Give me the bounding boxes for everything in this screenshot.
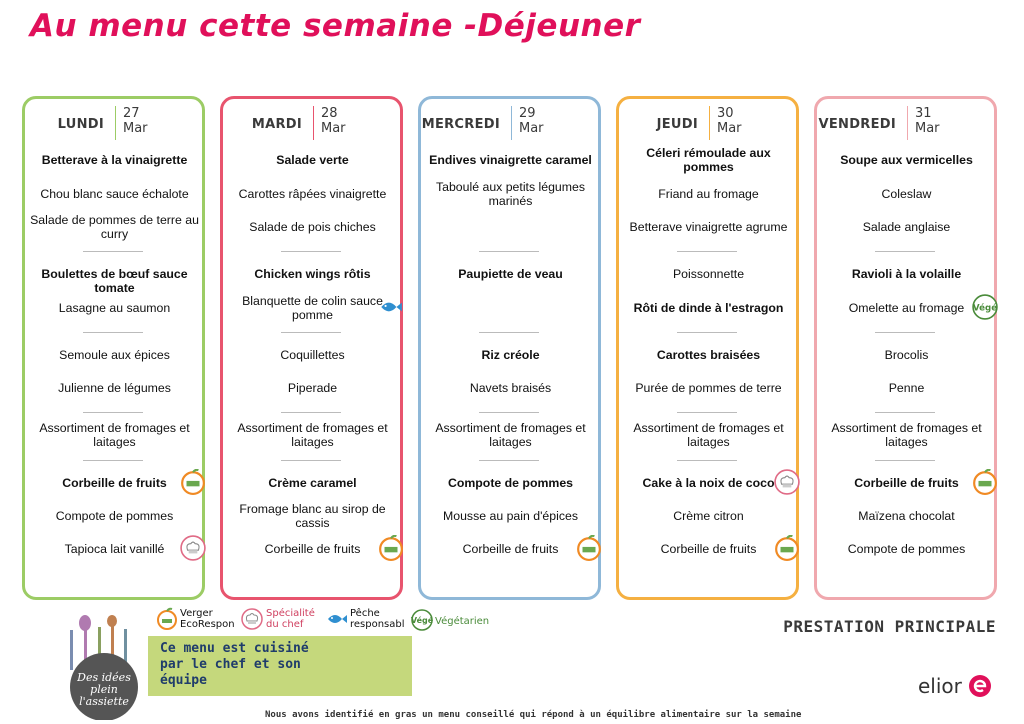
course-divider <box>281 332 341 333</box>
menu-item: Maïzena chocolat <box>858 509 955 523</box>
brand-logo <box>918 674 992 698</box>
course-divider <box>281 251 341 252</box>
day-header <box>619 106 796 143</box>
menu-item: Tapioca lait vanillé <box>64 542 165 556</box>
prestation-label: PRESTATION PRINCIPALE <box>783 617 996 636</box>
menu-item: Compote de pommes <box>847 542 966 556</box>
apple-eco-icon <box>180 469 204 493</box>
chef-note-text: Ce menu est cuisiné par le chef et son équipe <box>160 641 309 688</box>
course-divider <box>83 460 143 461</box>
day-column-wednesday <box>418 96 601 600</box>
day-month: Mar <box>717 121 742 136</box>
day-month: Mar <box>321 121 346 136</box>
menu-item: Corbeille de fruits <box>62 476 167 490</box>
menu-item: Assortiment de fromages et laitages <box>39 421 190 449</box>
menu-item: Assortiment de fromages et laitages <box>633 421 784 449</box>
menu-item: Salade anglaise <box>862 220 951 234</box>
day-date <box>915 106 940 136</box>
menu-item: Boulettes de bœuf sauce tomate <box>41 267 188 295</box>
course-divider <box>677 460 737 461</box>
menu-item: Compote de pommes <box>447 476 574 490</box>
menu-item: Julienne de légumes <box>58 381 171 395</box>
day-name: LUNDI <box>57 117 104 132</box>
day-name: MARDI <box>251 117 302 132</box>
menu-item: Fromage blanc au sirop de cassis <box>239 502 386 530</box>
course-divider <box>83 332 143 333</box>
footer-note: Nous avons identifié en gras un menu conseillé qui répond à un équilibre alimentaire sur la semaine <box>265 710 802 720</box>
menu-item: Poissonnette <box>672 267 745 281</box>
menu-item: Chicken wings rôtis <box>254 267 371 281</box>
svg-text:Végé: Végé <box>410 616 434 625</box>
header-separator <box>313 106 314 140</box>
day-date <box>519 106 544 136</box>
menu-item: Soupe aux vermicelles <box>840 153 973 167</box>
legend-specialite: Spécialité du chef <box>266 608 315 630</box>
day-header <box>421 106 598 143</box>
day-month: Mar <box>123 121 148 136</box>
day-number: 30 <box>717 106 734 121</box>
chef-hat-icon <box>180 535 204 559</box>
course-divider <box>677 412 737 413</box>
course-divider <box>875 460 935 461</box>
menu-item: Corbeille de fruits <box>660 542 757 556</box>
header-separator <box>709 106 710 140</box>
chef-hat-icon <box>240 607 264 631</box>
header-separator <box>511 106 512 140</box>
course-divider <box>875 332 935 333</box>
day-month: Mar <box>519 121 544 136</box>
fish-icon <box>325 607 349 631</box>
menu-item: Endives vinaigrette caramel <box>429 153 592 167</box>
day-name: JEUDI <box>656 117 698 132</box>
svg-text:Végé: Végé <box>972 303 998 314</box>
menu-item: Navets braisés <box>469 381 552 395</box>
day-column-thursday <box>616 96 799 600</box>
menu-item: Salade de pois chiches <box>249 220 376 234</box>
apple-eco-icon <box>774 535 798 559</box>
menu-item: Omelette au fromage <box>848 301 965 315</box>
day-month: Mar <box>915 121 940 136</box>
menu-item: Betterave vinaigrette agrume <box>629 220 788 234</box>
course-divider <box>677 332 737 333</box>
apple-eco-icon <box>378 535 402 559</box>
menu-item: Salade verte <box>276 153 349 167</box>
course-divider <box>281 460 341 461</box>
day-name: MERCREDI <box>421 117 500 132</box>
menu-item: Salade de pommes de terre au curry <box>30 213 199 241</box>
menu-item: Betterave à la vinaigrette <box>41 153 188 167</box>
day-header <box>25 106 202 143</box>
menu-item: Crème caramel <box>268 476 357 490</box>
menu-item: Penne <box>888 381 925 395</box>
menu-item: Corbeille de fruits <box>854 476 959 490</box>
day-number: 28 <box>321 106 338 121</box>
course-divider <box>479 412 539 413</box>
page-title: Au menu cette semaine -Déjeuner <box>30 8 641 44</box>
course-divider <box>479 251 539 252</box>
menu-item: Purée de pommes de terre <box>635 381 782 395</box>
day-name: VENDREDI <box>818 117 896 132</box>
elior-e-icon <box>968 674 992 698</box>
menu-item: Brocolis <box>884 348 929 362</box>
menu-item: Taboulé aux petits légumes marinés <box>435 180 586 208</box>
course-divider <box>479 460 539 461</box>
menu-item: Friand au fromage <box>658 187 759 201</box>
menu-item: Lasagne au saumon <box>58 301 171 315</box>
apple-eco-icon <box>155 607 179 631</box>
legend-vegetarien: Végétarien <box>435 616 490 627</box>
menu-item: Carottes braisées <box>656 348 761 362</box>
menu-item: Coleslaw <box>881 187 932 201</box>
menu-item: Carottes râpées vinaigrette <box>238 187 387 201</box>
menu-item: Assortiment de fromages et laitages <box>237 421 388 449</box>
menu-item: Cake à la noix de coco <box>642 476 775 490</box>
menu-item: Corbeille de fruits <box>462 542 559 556</box>
menu-item: Piperade <box>287 381 338 395</box>
course-divider <box>281 412 341 413</box>
menu-item: Céleri rémoulade aux pommes <box>646 146 771 174</box>
day-header <box>223 106 400 143</box>
day-number: 29 <box>519 106 536 121</box>
course-divider <box>677 251 737 252</box>
brand-name: elior <box>918 674 962 698</box>
fish-icon <box>378 294 402 318</box>
header-separator <box>907 106 908 140</box>
menu-item: Assortiment de fromages et laitages <box>435 421 586 449</box>
menu-item: Corbeille de fruits <box>264 542 361 556</box>
menu-item: Blanquette de colin sauce pomme <box>242 294 383 322</box>
course-divider <box>479 332 539 333</box>
menu-item: Paupiette de veau <box>458 267 563 281</box>
menu-item: Crème citron <box>673 509 744 523</box>
menu-item: Semoule aux épices <box>59 348 170 362</box>
day-column-friday <box>814 96 997 600</box>
vegetarian-icon <box>410 608 434 632</box>
chef-hat-icon <box>774 469 798 493</box>
course-divider <box>875 412 935 413</box>
legend-verger: Verger EcoRespon <box>180 608 235 630</box>
menu-item: Rôti de dinde à l'estragon <box>633 301 784 315</box>
day-date <box>717 106 742 136</box>
menu-item: Compote de pommes <box>55 509 174 523</box>
day-date <box>321 106 346 136</box>
menu-item: Coquillettes <box>280 348 345 362</box>
day-header <box>817 106 994 143</box>
course-divider <box>875 251 935 252</box>
legend-peche: Pêche responsabl <box>350 608 405 630</box>
menu-item: Mousse au pain d'épices <box>443 509 578 523</box>
logo-text: Des idées plein l'assiette <box>77 671 131 708</box>
course-divider <box>83 251 143 252</box>
apple-eco-icon <box>576 535 600 559</box>
menu-item: Chou blanc sauce échalote <box>40 187 189 201</box>
header-separator <box>115 106 116 140</box>
menu-item: Assortiment de fromages et laitages <box>831 421 982 449</box>
vegetarian-icon <box>972 294 996 318</box>
day-column-monday <box>22 96 205 600</box>
day-number: 31 <box>915 106 932 121</box>
apple-eco-icon <box>972 469 996 493</box>
course-divider <box>83 412 143 413</box>
day-date <box>123 106 148 136</box>
menu-item: Riz créole <box>481 348 540 362</box>
menu-item: Ravioli à la volaille <box>851 267 962 281</box>
day-column-tuesday <box>220 96 403 600</box>
day-number: 27 <box>123 106 140 121</box>
